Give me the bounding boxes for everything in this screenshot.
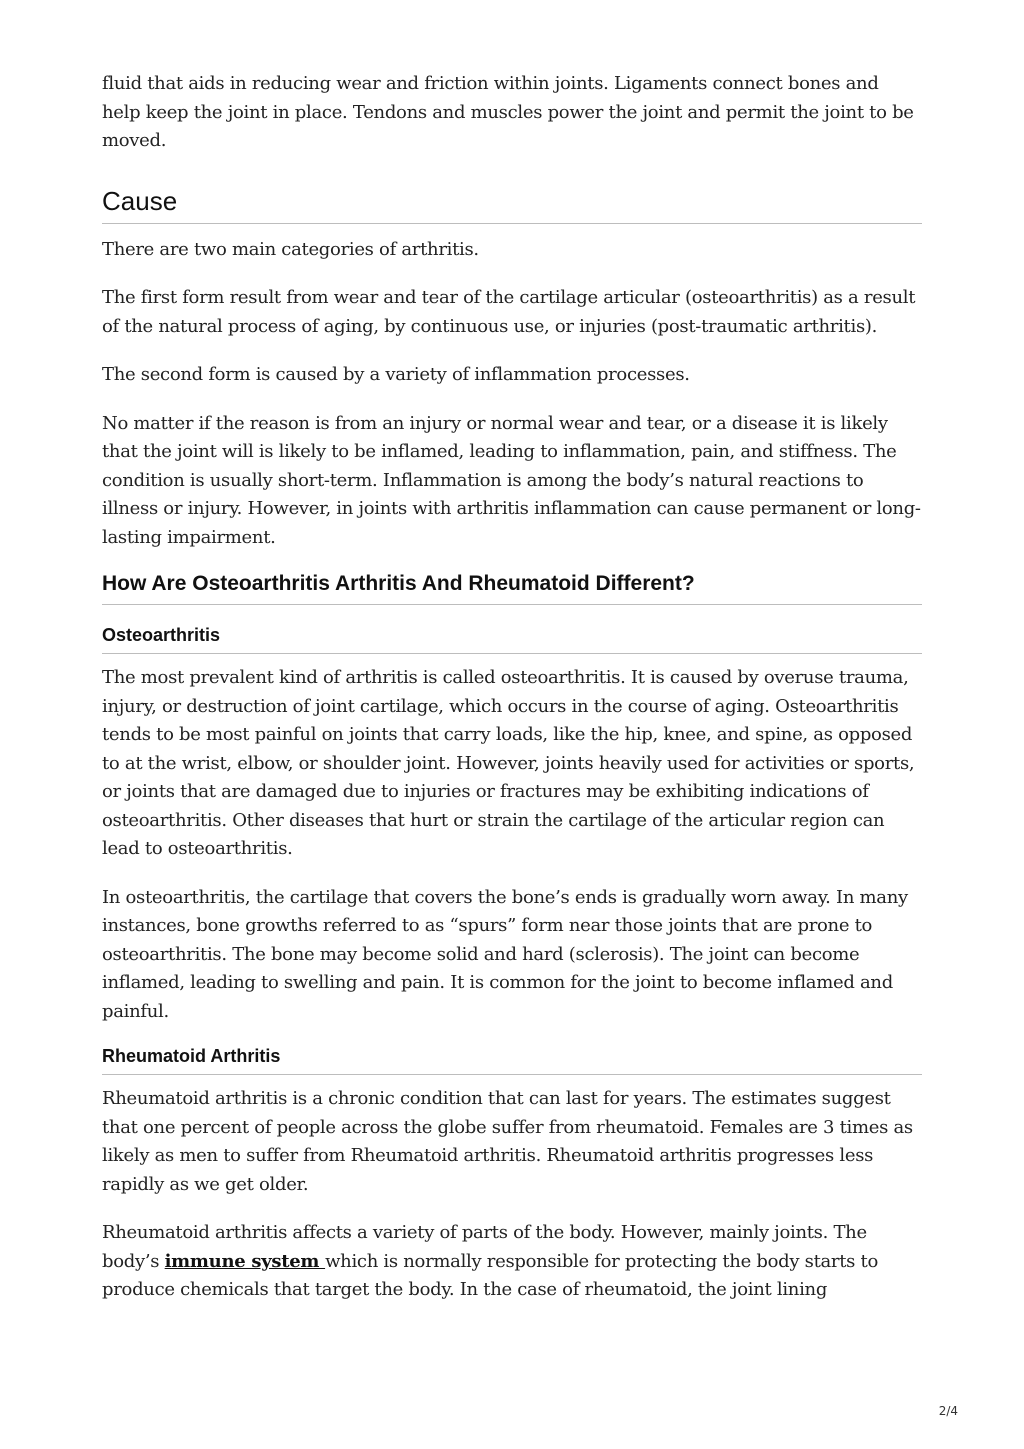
- section-heading-difference: How Are Osteoarthritis Arthritis And Rheumatoid Different?: [102, 572, 922, 605]
- immune-system-link[interactable]: immune system: [164, 1250, 326, 1272]
- document-page: [102, 70, 922, 1325]
- page-number: 2/4: [938, 1404, 958, 1418]
- cause-paragraph: The second form is caused by a variety of inflammation processes.: [102, 364, 690, 385]
- rheumatoid-text-after-link: which is normally responsible for protecting the body starts to produce chemicals that target the body. In the case of rheumatoid, the joint lining: [102, 1250, 879, 1300]
- section-heading-cause: Cause: [102, 186, 922, 224]
- intro-paragraph: fluid that aids in reducing wear and friction within joints. Ligaments connect bones and help keep the joint in place. Tendons and muscles power the joint and permit the joint to be moved.: [102, 73, 914, 151]
- cause-paragraph: There are two main categories of arthritis.: [102, 238, 479, 260]
- subheading-osteoarthritis: Osteoarthritis: [102, 625, 922, 654]
- osteoarthritis-paragraph: The most prevalent kind of arthritis is called osteoarthritis. It is caused by overuse trauma, injury, or destruction of joint cartilage, which occurs in the course of aging. Osteoarthritis tends to be most painful on joints that carry loads, like the hip, knee, and spine, as opposed to at the wrist, elbow, or shoulder joint. However, joints heavily used for activities or sports, or joints that are damaged due to injuries or fractures may be exhibiting indications of osteoarthritis. Other diseases that hurt or strain the cartilage of the articular region can lead to osteoarthritis.: [102, 667, 915, 859]
- cause-paragraph: The first form result from wear and tear of the cartilage articular (osteoarthritis) as a result of the natural process of aging, by continuous use, or injuries (post-traumatic arthritis).: [102, 287, 916, 337]
- rheumatoid-paragraph: Rheumatoid arthritis is a chronic condition that can last for years. The estimates suggest that one percent of people across the globe suffer from rheumatoid. Females are 3 times as likely as men to suffer from Rheumatoid arthritis. Rheumatoid arthritis progresses less rapidly as we get older.: [102, 1088, 913, 1195]
- osteoarthritis-paragraph: In osteoarthritis, the cartilage that covers the bone’s ends is gradually worn away. In many instances, bone growths referred to as “spurs” form near those joints that are prone to osteoarthritis. The bone may become solid and hard (sclerosis). The joint can become inflamed, leading to swelling and pain. It is common for the joint to become inflamed and painful.: [102, 886, 908, 1022]
- cause-paragraph: No matter if the reason is from an injury or normal wear and tear, or a disease it is likely that the joint will is likely to be inflamed, leading to inflammation, pain, and stiffness. The condition is usually short-term. Inflammation is among the body’s natural reactions to illness or injury. However, in joints with arthritis inflammation can cause permanent or long-lasting impairment.: [102, 412, 921, 548]
- rheumatoid-text-before-link: Rheumatoid arthritis affects a variety of parts of the body. However, mainly joints. The body’s: [102, 1222, 867, 1272]
- rheumatoid-paragraph-with-link: [102, 1219, 922, 1305]
- subheading-rheumatoid-arthritis: Rheumatoid Arthritis: [102, 1046, 922, 1075]
